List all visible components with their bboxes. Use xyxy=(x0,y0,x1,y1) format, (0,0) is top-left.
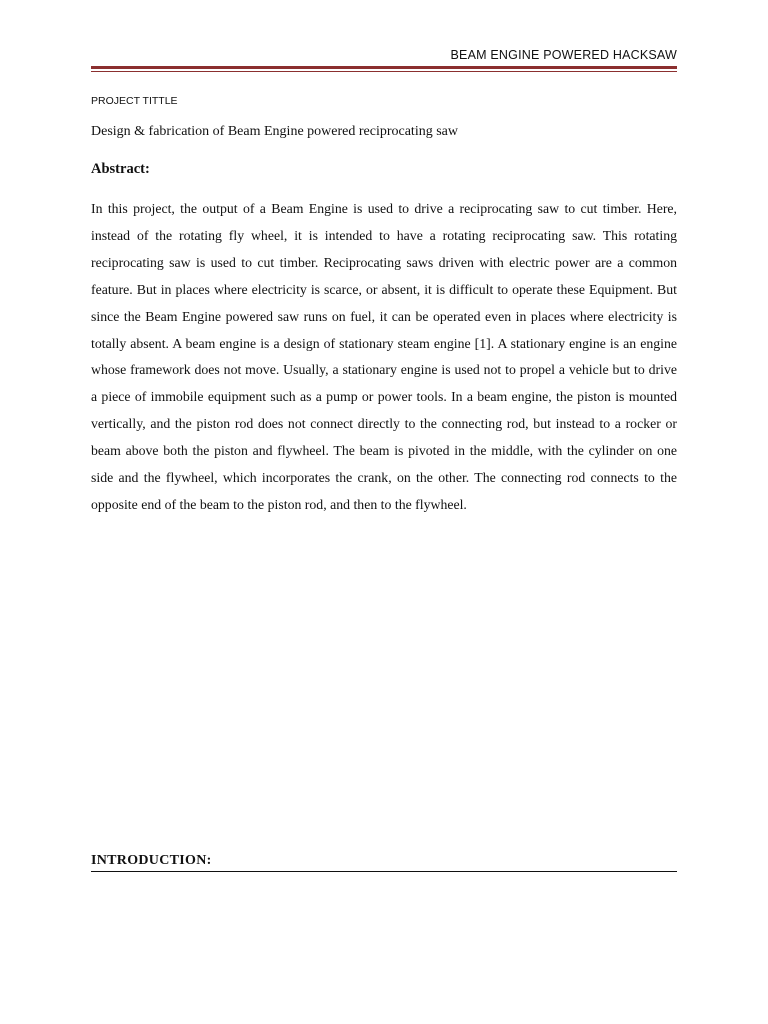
header-divider xyxy=(91,66,677,72)
header-divider-thick xyxy=(91,66,677,69)
running-header-title: BEAM ENGINE POWERED HACKSAW xyxy=(450,48,677,62)
abstract-heading: Abstract: xyxy=(91,161,150,177)
project-title-label: PROJECT TITTLE xyxy=(91,95,178,107)
header-divider-thin xyxy=(91,71,677,72)
project-title-text: Design & fabrication of Beam Engine powered reciprocating saw xyxy=(91,124,458,139)
abstract-paragraph: In this project, the output of a Beam Engine is used to drive a reciprocating saw to cut timber. Here, instead of the rotating fly wheel, it is intended to have a rotating reciprocating saw. This rotating reciprocating saw is used to cut timber. Reciprocating saws driven with electric power are a common feature. But in places where electricity is scarce, or absent, it is difficult to operate these Equipment. But since the Beam Engine powered saw runs on fuel, it can be operated even in places where electricity is totally absent. A beam engine is a design of stationary steam engine [1]. A stationary engine is an engine whose framework does not move. Usually, a stationary engine is used not to propel a vehicle but to drive a piece of immobile equipment such as a pump or power tools. In a beam engine, the piston is mounted vertically, and the piston rod does not connect directly to the connecting rod, but instead to a rocker or beam above both the piston and flywheel. The beam is pivoted in the middle, with the cylinder on one side and the flywheel, which incorporates the crank, on the other. The connecting rod connects to the opposite end of the beam to the piston rod, and then to the flywheel. xyxy=(91,201,677,512)
introduction-heading: INTRODUCTION: xyxy=(91,853,677,872)
